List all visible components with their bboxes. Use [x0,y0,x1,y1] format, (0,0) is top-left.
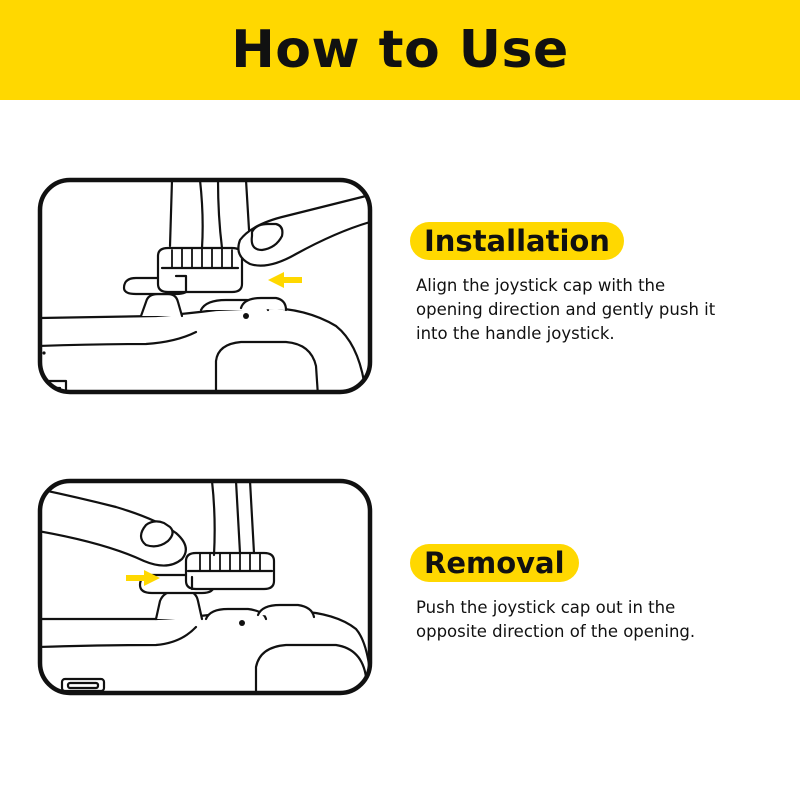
push-left-arrow-icon [268,272,302,288]
removal-title: Removal [410,544,579,582]
removal-step [410,544,780,644]
header-banner [0,0,800,100]
installation-illustration [36,176,374,396]
removal-illustration [36,477,374,697]
page-title: How to Use [231,20,569,80]
removal-figure [36,477,374,697]
installation-figure [36,176,374,396]
installation-step [410,222,780,346]
removal-description: Push the joystick cap out in the opposite direction of the opening. [416,598,696,641]
installation-title: Installation [410,222,624,260]
installation-description: Align the joystick cap with the opening direction and gently push it into the handle joystick. [416,276,716,343]
